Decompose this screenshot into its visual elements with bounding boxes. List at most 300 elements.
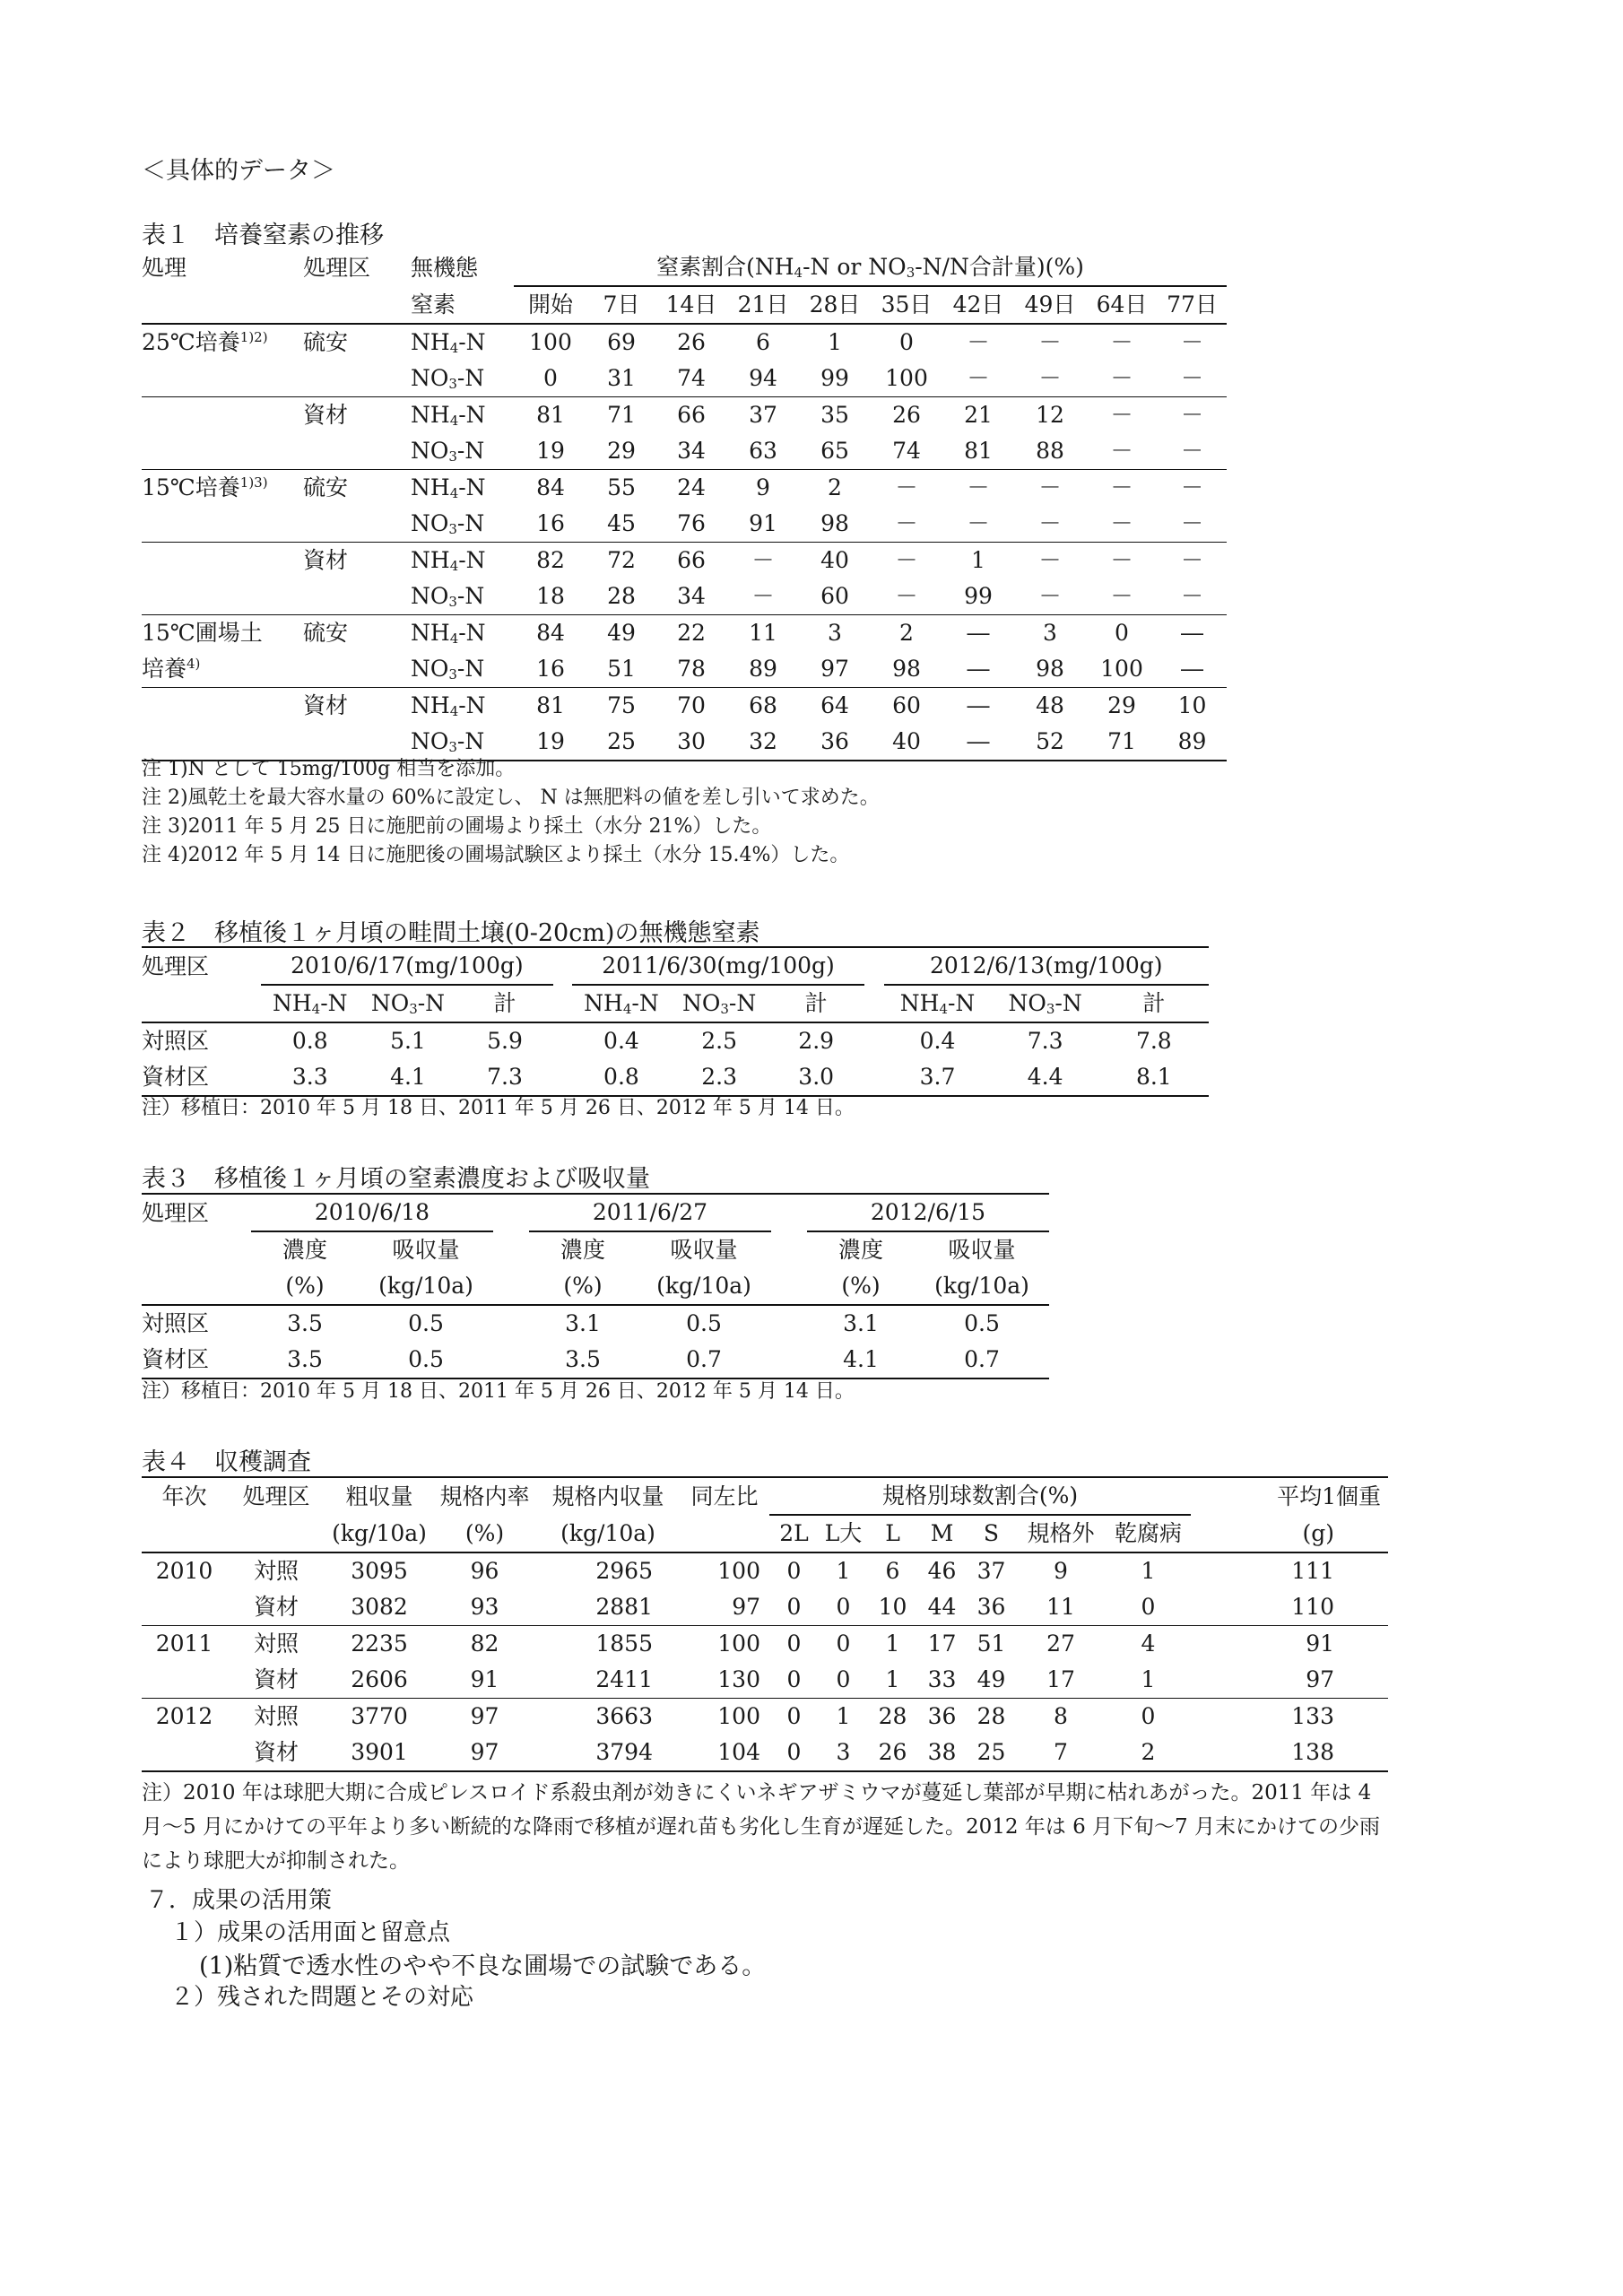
t1-row: [142, 470, 1227, 507]
t1-row: [142, 543, 1227, 579]
t1-group-label: [142, 578, 303, 615]
t1-value: 52: [1036, 728, 1064, 754]
t2-value: 0.8: [291, 1028, 328, 1054]
t1-group-label: 25℃培養$^{1)2)}$: [142, 329, 268, 355]
t1-value: 19: [536, 438, 565, 464]
t4-value: 17: [927, 1631, 957, 1657]
t1-value: －: [967, 474, 990, 500]
t2-total: 計: [804, 990, 828, 1016]
t2-row-label: 対照区: [142, 1028, 210, 1054]
t4-note: 注）2010 年は球肥大期に合成ピレスロイド系殺虫剤が効きにくいネギアザミウマが蔓延し葉部が早期に枯れあがった。2011 年は 4 月～5 月にかけての平年より多い断続的な降雨で移植が遅れ苗も劣化し生育が遅延した。2012 年は 6 月下旬～7 月末にかけての少雨により球肥大が抑制された。: [142, 1781, 1380, 1873]
t4-h-year: 年次: [161, 1483, 207, 1509]
t3-pct: (%): [841, 1273, 881, 1299]
t4-value: 17: [1046, 1666, 1075, 1692]
t4-value: 7: [1054, 1739, 1068, 1765]
t4-value: 97: [732, 1594, 760, 1620]
t3-gap: [771, 1305, 807, 1342]
t1-h-proc: 処理: [142, 254, 187, 281]
t4-value: 1: [1141, 1666, 1156, 1692]
t1-value: 78: [677, 656, 706, 682]
t3-row-label: 対照区: [142, 1310, 210, 1336]
t1-value: 1: [828, 329, 842, 355]
s7-title: ７．成果の活用策: [145, 1887, 333, 1914]
t3-row: [142, 1305, 1049, 1342]
t3-kg: (kg/10a): [656, 1273, 751, 1299]
t1-n-form: $NO_3-N$: [411, 510, 485, 537]
t1-value: －: [895, 547, 918, 573]
t1-note: 注 2)風乾土を最大容水量の 60%に設定し、 N は無肥料の値を差し引いて求めた。: [142, 787, 880, 809]
t4-value: 0: [786, 1703, 802, 1729]
t1-value: 11: [749, 620, 777, 646]
t1-value: 25: [607, 728, 636, 754]
t2-no3: $NO_3-N$: [1008, 990, 1082, 1017]
t1-value: 18: [536, 583, 565, 609]
t4-h-rate: 規格内率: [439, 1483, 530, 1509]
t4-value: 2881: [595, 1594, 653, 1620]
t4-year: 2011: [155, 1631, 213, 1657]
t4-row: [142, 1552, 1388, 1589]
t1-h-inorg2: 窒素: [411, 291, 456, 317]
t1-plot-label: 硫安: [303, 620, 349, 646]
t4-value: 3770: [351, 1703, 408, 1729]
t1-value: －: [1180, 438, 1203, 464]
t4-plot: 資材: [253, 1594, 299, 1620]
t4-value: 0: [786, 1558, 802, 1584]
t1-value: 70: [677, 692, 706, 718]
table3-caption: 表３ 移植後１ヶ月頃の窒素濃度および吸収量: [142, 1165, 650, 1193]
t1-value: 49: [607, 620, 636, 646]
t2-h-plot: 処理区: [142, 952, 210, 979]
t2-value: 0.8: [603, 1064, 639, 1090]
t2-value: 0.4: [919, 1028, 956, 1054]
t1-value: －: [1110, 474, 1133, 500]
t1-plot-label: 資材: [303, 547, 349, 573]
t4-value: 28: [878, 1703, 907, 1729]
t1-n-form: $NO_3-N$: [411, 365, 485, 392]
t1-day: 7日: [603, 291, 640, 317]
t1-value: 16: [536, 656, 565, 682]
t1-h-plot: 処理区: [303, 254, 371, 281]
t4-row: [142, 1699, 1388, 1735]
t2-group: 2012/6/13(mg/100g): [884, 947, 1210, 985]
t4-value: 0: [786, 1631, 802, 1657]
t1-value: 34: [677, 438, 706, 464]
t2-row: [142, 1059, 1209, 1096]
t1-value: 26: [892, 402, 921, 428]
t3-group: 2012/6/15: [807, 1194, 1049, 1231]
table4-caption: 表４ 収穫調査: [142, 1448, 311, 1476]
t1-value: －: [1110, 365, 1133, 391]
t2-body: [142, 1022, 1209, 1096]
t2-value: 5.9: [487, 1028, 523, 1054]
t1-value: 64: [820, 692, 849, 718]
t1-value: 98: [820, 510, 849, 536]
t1-header-row: [142, 286, 1227, 324]
t2-note: 注）移植日：2010 年 5 月 18 日、2011 年 5 月 26 日、2012 年 5 月 14 日。: [142, 1097, 855, 1119]
t4-value: 28: [976, 1703, 1006, 1729]
t2-value: 2.9: [798, 1028, 835, 1054]
t1-value: 75: [607, 692, 636, 718]
t1-value: ―: [1181, 620, 1203, 646]
t4-value: 100: [717, 1631, 760, 1657]
t3-gap: [493, 1342, 529, 1378]
t4-year: [142, 1735, 227, 1771]
t4-value: 91: [470, 1666, 499, 1692]
t3-pct: (%): [285, 1273, 325, 1299]
t2-gap: [864, 1059, 884, 1096]
t4-value: 111: [1291, 1558, 1334, 1584]
t4-value: 91: [1306, 1631, 1334, 1657]
t4-plot: 対照: [253, 1631, 299, 1657]
t1-note: 注 3)2011 年 5 月 25 日に施肥前の圃場より採土（水分 21%）した。: [142, 815, 772, 838]
t1-value: －: [967, 365, 990, 391]
t3-pct: (%): [563, 1273, 603, 1299]
t1-value: 21: [964, 402, 993, 428]
t1-value: 0: [899, 329, 914, 355]
t4-grade: S: [983, 1520, 1000, 1546]
t4-value: 97: [470, 1739, 499, 1765]
t1-value: 72: [607, 547, 636, 573]
t1-value: 66: [677, 547, 706, 573]
t1-value: 35: [820, 402, 849, 428]
t1-day: 28日: [809, 291, 861, 317]
t1-group-label: [142, 543, 303, 579]
t4-h-avg: 平均1個重: [1277, 1483, 1381, 1509]
t4-value: 8: [1054, 1703, 1068, 1729]
t1-plot-label: [303, 506, 411, 543]
t1-plot-label: [303, 578, 411, 615]
t1-value: 71: [1107, 728, 1136, 754]
t4-value: 3901: [351, 1739, 408, 1765]
t2-value: 0.4: [603, 1028, 639, 1054]
t1-value: 68: [749, 692, 777, 718]
s7-sub2: ２）残された問題とその対応: [170, 1984, 474, 2011]
table1: [142, 249, 1227, 761]
t1-value: 22: [677, 620, 706, 646]
t4-value: 46: [927, 1558, 957, 1584]
t4-value: 3794: [595, 1739, 653, 1765]
t1-value: －: [1110, 510, 1133, 536]
t4-h-plot: 処理区: [242, 1483, 310, 1509]
t1-value: 3: [828, 620, 842, 646]
t2-value: 2.5: [701, 1028, 737, 1054]
t1-value: 81: [536, 402, 565, 428]
t2-value: 7.3: [487, 1064, 523, 1090]
t4-value: 27: [1046, 1631, 1075, 1657]
t1-value: ―: [967, 656, 990, 682]
t1-value: 66: [677, 402, 706, 428]
t1-plot-label: [303, 361, 411, 397]
t1-value: 10: [1177, 692, 1207, 718]
t1-value: －: [1110, 438, 1133, 464]
t2-value: 3.3: [291, 1064, 328, 1090]
t4-plot: 資材: [253, 1666, 299, 1692]
t1-value: －: [1038, 329, 1062, 355]
t1-value: 1: [971, 547, 985, 573]
t4-value: 97: [1306, 1666, 1334, 1692]
t4-value: 0: [786, 1594, 802, 1620]
t4-value: 0: [836, 1666, 851, 1692]
t4-grade: L: [885, 1520, 900, 1546]
t4-value: 97: [470, 1703, 499, 1729]
t3-value: 0.7: [686, 1346, 722, 1372]
t1-n-form: $NH_4-N$: [411, 692, 486, 719]
t1-day: 21日: [737, 291, 789, 317]
t1-value: 48: [1036, 692, 1064, 718]
t4-row: [142, 1626, 1388, 1663]
t1-value: －: [967, 510, 990, 536]
t1-notes: [142, 755, 880, 870]
t1-value: 81: [536, 692, 565, 718]
t1-value: －: [895, 583, 918, 609]
t4-grade: 2L: [779, 1520, 809, 1546]
t1-value: 31: [607, 365, 636, 391]
t4-plot: 対照: [253, 1703, 299, 1729]
t2-no3: $NO_3-N$: [681, 990, 757, 1017]
t1-group-label: [142, 361, 303, 397]
t1-note: 注 4)2012 年 5 月 14 日に施肥後の圃場試験区より採土（水分 15.4%）した。: [142, 844, 850, 866]
t1-row: [142, 324, 1227, 361]
t1-value: －: [751, 547, 775, 573]
t1-value: －: [967, 329, 990, 355]
t1-value: 60: [892, 692, 921, 718]
t4-h-inyield: 規格内収量: [551, 1483, 664, 1509]
t2-no3: $NO_3-N$: [370, 990, 446, 1017]
t1-value: 2: [828, 474, 842, 500]
t1-plot-label: [303, 651, 411, 688]
t4-year: 2012: [155, 1703, 213, 1729]
t4-u-kg2: (kg/10a): [560, 1519, 655, 1546]
t1-value: 0: [543, 365, 558, 391]
t1-group-label: [142, 433, 303, 470]
t1-day: 42日: [952, 291, 1004, 317]
t1-day: 77日: [1167, 291, 1218, 317]
t1-day: 35日: [881, 291, 933, 317]
t1-row: [142, 615, 1227, 652]
t1-value: －: [1180, 547, 1203, 573]
t1-value: 82: [536, 547, 565, 573]
t4-year: 2010: [155, 1558, 213, 1584]
t1-value: －: [1180, 510, 1203, 536]
t1-value: 99: [820, 365, 849, 391]
t1-value: ―: [967, 620, 990, 646]
t3-value: 3.5: [287, 1310, 323, 1336]
t4-grade: 規格外: [1027, 1520, 1095, 1546]
t1-value: 100: [529, 329, 572, 355]
t4-row: [142, 1662, 1388, 1699]
t4-u-kg: (kg/10a): [332, 1519, 427, 1546]
t1-value: －: [1180, 402, 1203, 428]
t1-value: 89: [1177, 728, 1207, 754]
t4-row: [142, 1735, 1388, 1771]
t1-value: 29: [607, 438, 636, 464]
t1-value: ―: [967, 692, 990, 718]
t1-n-form: $NO_3-N$: [411, 656, 485, 683]
t4-value: 33: [927, 1666, 957, 1692]
t3-h-plot: 処理区: [142, 1199, 210, 1226]
t4-value: 1: [836, 1703, 851, 1729]
t4-value: 100: [717, 1703, 760, 1729]
t3-group: 2011/6/27: [529, 1194, 771, 1231]
t4-plot: 資材: [253, 1739, 299, 1765]
t1-plot-label: 資材: [303, 692, 349, 718]
t1-value: 12: [1036, 402, 1064, 428]
t4-value: 100: [717, 1558, 760, 1584]
t4-value: 10: [878, 1594, 907, 1620]
t1-value: －: [1038, 547, 1062, 573]
t1-day: 14日: [665, 291, 717, 317]
t3-conc: 濃度: [282, 1237, 327, 1263]
t4-value: 130: [717, 1666, 760, 1692]
t1-value: 84: [536, 474, 565, 500]
t4-h-dist: 規格別球数割合(%): [769, 1477, 1191, 1515]
t4-value: 36: [976, 1594, 1006, 1620]
t4-value: 2965: [595, 1558, 653, 1584]
t3-body: [142, 1305, 1049, 1378]
s7-item1: (1)粘質で透水性のやや不良な圃場での試験である。: [199, 1952, 767, 1980]
t4-grade: 乾腐病: [1114, 1520, 1182, 1546]
t1-n-form: $NO_3-N$: [411, 438, 485, 465]
t1-n-form: $NO_3-N$: [411, 583, 485, 610]
t3-value: 0.7: [964, 1346, 1000, 1372]
t4-value: 133: [1291, 1703, 1334, 1729]
t2-value: 4.4: [1027, 1064, 1063, 1090]
t1-plot-label: 資材: [303, 402, 349, 428]
t4-value: 104: [717, 1739, 760, 1765]
t4-grade: M: [930, 1520, 954, 1546]
t4-value: 6: [885, 1558, 900, 1584]
t1-value: ―: [967, 728, 990, 754]
table2-caption: 表２ 移植後１ヶ月頃の畦間土壌(0-20cm)の無機態窒素: [142, 919, 760, 947]
t2-value: 3.0: [798, 1064, 835, 1090]
t1-group-label: [142, 688, 303, 725]
t4-value: 2411: [595, 1666, 653, 1692]
t1-day: 49日: [1024, 291, 1076, 317]
t1-value: 26: [677, 329, 706, 355]
t1-value: 45: [607, 510, 636, 536]
t3-value: 0.5: [686, 1310, 722, 1336]
t4-value: 0: [786, 1739, 802, 1765]
t3-value: 0.5: [408, 1346, 444, 1372]
t1-value: 74: [892, 438, 921, 464]
t1-n-form: $NO_3-N$: [411, 728, 485, 755]
t1-value: 63: [749, 438, 777, 464]
t4-value: 4: [1141, 1631, 1156, 1657]
t1-row: [142, 506, 1227, 543]
t2-nh4: $NH_4-N$: [899, 990, 976, 1017]
t1-group-label: [142, 397, 303, 434]
t4-value: 37: [976, 1558, 1006, 1584]
t4-value: 0: [836, 1594, 851, 1620]
t4-value: 1: [885, 1631, 900, 1657]
t3-row-label: 資材区: [142, 1346, 210, 1372]
t1-value: 100: [1100, 656, 1143, 682]
t4-value: 0: [786, 1666, 802, 1692]
t1-value: 94: [749, 365, 777, 391]
t3-conc: 濃度: [560, 1237, 605, 1263]
t4-value: 0: [1141, 1594, 1156, 1620]
t1-value: 81: [964, 438, 993, 464]
t1-value: －: [1038, 510, 1062, 536]
t4-value: 3: [836, 1739, 851, 1765]
t4-body: [142, 1552, 1388, 1771]
table3: [142, 1193, 1049, 1379]
t1-value: －: [895, 510, 918, 536]
t4-value: 1: [836, 1558, 851, 1584]
t1-body: [142, 324, 1227, 761]
t4-value: 93: [470, 1594, 499, 1620]
t4-value: 2: [1141, 1739, 1156, 1765]
t2-group: 2011/6/30(mg/100g): [572, 947, 864, 985]
t3-conc: 濃度: [838, 1237, 883, 1263]
t3-note: 注）移植日：2010 年 5 月 18 日、2011 年 5 月 26 日、2012 年 5 月 14 日。: [142, 1380, 855, 1403]
t4-value: 44: [927, 1594, 957, 1620]
t4-value: 3663: [595, 1703, 653, 1729]
t3-value: 3.1: [843, 1310, 879, 1336]
table2: [142, 946, 1209, 1097]
t4-u-g: (g): [1302, 1519, 1334, 1546]
t4-value: 0: [836, 1631, 851, 1657]
section-title: ＜具体的データ＞: [142, 157, 335, 185]
t4-value: 2606: [351, 1666, 408, 1692]
t1-value: 100: [885, 365, 928, 391]
t4-value: 3082: [351, 1594, 408, 1620]
t1-value: 88: [1036, 438, 1064, 464]
t1-row: [142, 688, 1227, 725]
t1-row: [142, 397, 1227, 434]
t1-n-form: $NH_4-N$: [411, 402, 486, 429]
t2-row-label: 資材区: [142, 1064, 210, 1090]
t3-kg: (kg/10a): [934, 1273, 1029, 1299]
t2-total: 計: [1142, 990, 1166, 1016]
t1-value: －: [1110, 329, 1133, 355]
t1-value: 55: [607, 474, 636, 500]
t4-value: 49: [976, 1666, 1006, 1692]
t1-value: 97: [820, 656, 849, 682]
t2-nh4: $NH_4-N$: [584, 990, 659, 1017]
t1-value: 30: [677, 728, 706, 754]
t2-gap: [553, 1022, 573, 1059]
t1-value: －: [1110, 583, 1133, 609]
t1-plot-label: 硫安: [303, 329, 349, 355]
t4-value: 2235: [351, 1631, 408, 1657]
t1-value: 29: [1107, 692, 1136, 718]
t1-value: 6: [756, 329, 770, 355]
t1-value: －: [895, 474, 918, 500]
t1-day: 64日: [1096, 291, 1148, 317]
t1-value: 2: [899, 620, 914, 646]
t1-n-form: $NH_4-N$: [411, 547, 486, 574]
t4-value: 36: [927, 1703, 957, 1729]
t1-value: 69: [607, 329, 636, 355]
t2-value: 7.8: [1135, 1028, 1172, 1054]
t1-value: －: [1110, 402, 1133, 428]
table1-caption: 表１ 培養窒素の推移: [142, 222, 384, 249]
t3-group: 2010/6/18: [251, 1194, 493, 1231]
t1-group-label: 15℃培養$^{1)3)}$: [142, 474, 268, 500]
t1-value: 98: [892, 656, 921, 682]
t3-value: 0.5: [408, 1310, 444, 1336]
t1-value: 98: [1036, 656, 1064, 682]
t3-kg: (kg/10a): [378, 1273, 473, 1299]
t4-value: 51: [976, 1631, 1006, 1657]
t1-value: 99: [964, 583, 993, 609]
t1-value: －: [1038, 474, 1062, 500]
t1-value: 40: [892, 728, 921, 754]
t4-value: 1: [1141, 1558, 1156, 1584]
t4-grade: L大: [824, 1520, 863, 1546]
t1-plot-label: 硫安: [303, 474, 349, 500]
